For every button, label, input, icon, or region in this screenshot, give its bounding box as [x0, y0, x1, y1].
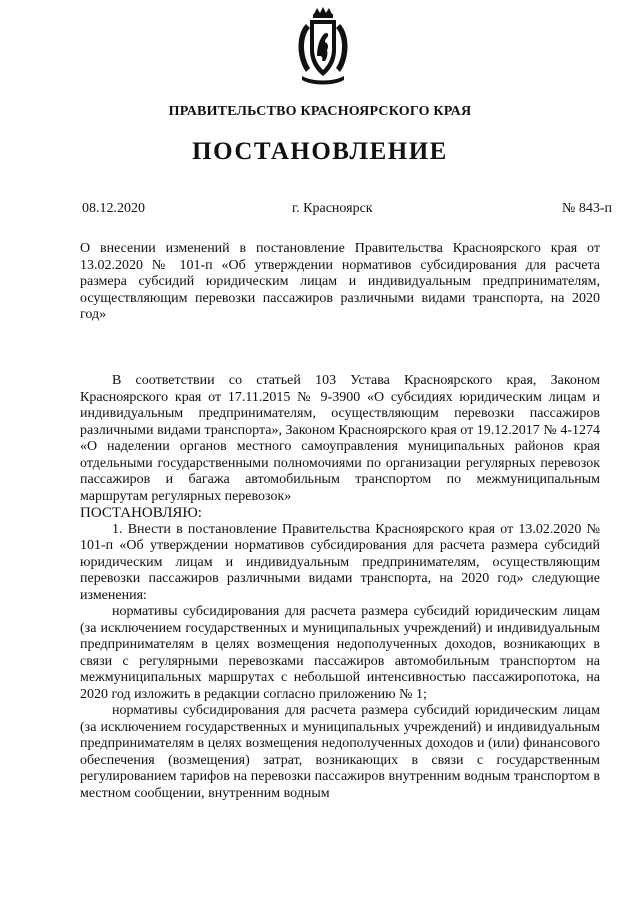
document-date: 08.12.2020 [82, 201, 145, 216]
document-city: г. Красноярск [292, 201, 373, 216]
body-paragraph-intro: В соответствии со статьей 103 Устава Красноярского края, Законом Красноярского края от 17.11.2015 № 9-3900 «О субсидиях юридическим лицам и индивидуальным предпринимателям, осуществляющим перевозки пассажиров различными видами транспорта», Законом Красноярского края от 19.12.2017 № 4-1274 «О наделении органов местного самоуправления муниципальных районов края отдельными государственными полномочиями по организации регулярных перевозок пассажиров и багажа автомобильным транспортом по межмуниципальным маршрутам регулярных перевозок» [80, 373, 600, 504]
body-paragraph-item-1a: нормативы субсидирования для расчета размера субсидий юридическим лицам (за исключением государственных и муниципальных учреждений) и индивидуальным предпринимателям в целях возмещения недополученных доходов, возникающих в связи с регулярными перевозками пассажиров автомобильным транспортом на межмуниципальных маршрутах с небольшой интенсивностью пассажиропотока, на 2020 год изложить в редакции согласно приложению № 1; [80, 604, 600, 702]
document-type-title: ПОСТАНОВЛЕНИЕ [192, 138, 448, 165]
body-paragraph-item-1b: нормативы субсидирования для расчета размера субсидий юридическим лицам (за исключением государственных и муниципальных учреждений) и индивидуальным предпринимателям в целях возмещения недополученных доходов и (или) финансового обеспечения (возмещения) затрат, возникающих в связи с государственным регулированием тарифов на перевозки пассажиров внутренним водным транспортом в местном сообщении, внутренним водным [80, 703, 600, 801]
body-paragraph-item-1: 1. Внести в постановление Правительства Красноярского края от 13.02.2020 № 101-п «Об утверждении нормативов субсидирования для расчета размера субсидий юридическим лицам и индивидуальным предпринимателям, осуществляющим перевозки пассажиров различными видами транспорта, на 2020 год» следующие изменения: [80, 521, 600, 603]
decree-word: ПОСТАНОВЛЯЮ: [80, 505, 202, 521]
document-number: № 843-п [561, 201, 612, 216]
document-body [80, 373, 600, 802]
coat-of-arms-emblem [292, 6, 354, 86]
document-subject: О внесении изменений в постановление Правительства Красноярского края от 13.02.2020 № 101-п «Об утверждении нормативов субсидирования для расчета размера субсидий юридическим лицам и индивидуальным предпринимателям, осуществляющим перевозки пассажиров различными видами транспорта, на 2020 год» [80, 241, 600, 322]
government-title: ПРАВИТЕЛЬСТВО КРАСНОЯРСКОГО КРАЯ [168, 104, 472, 119]
